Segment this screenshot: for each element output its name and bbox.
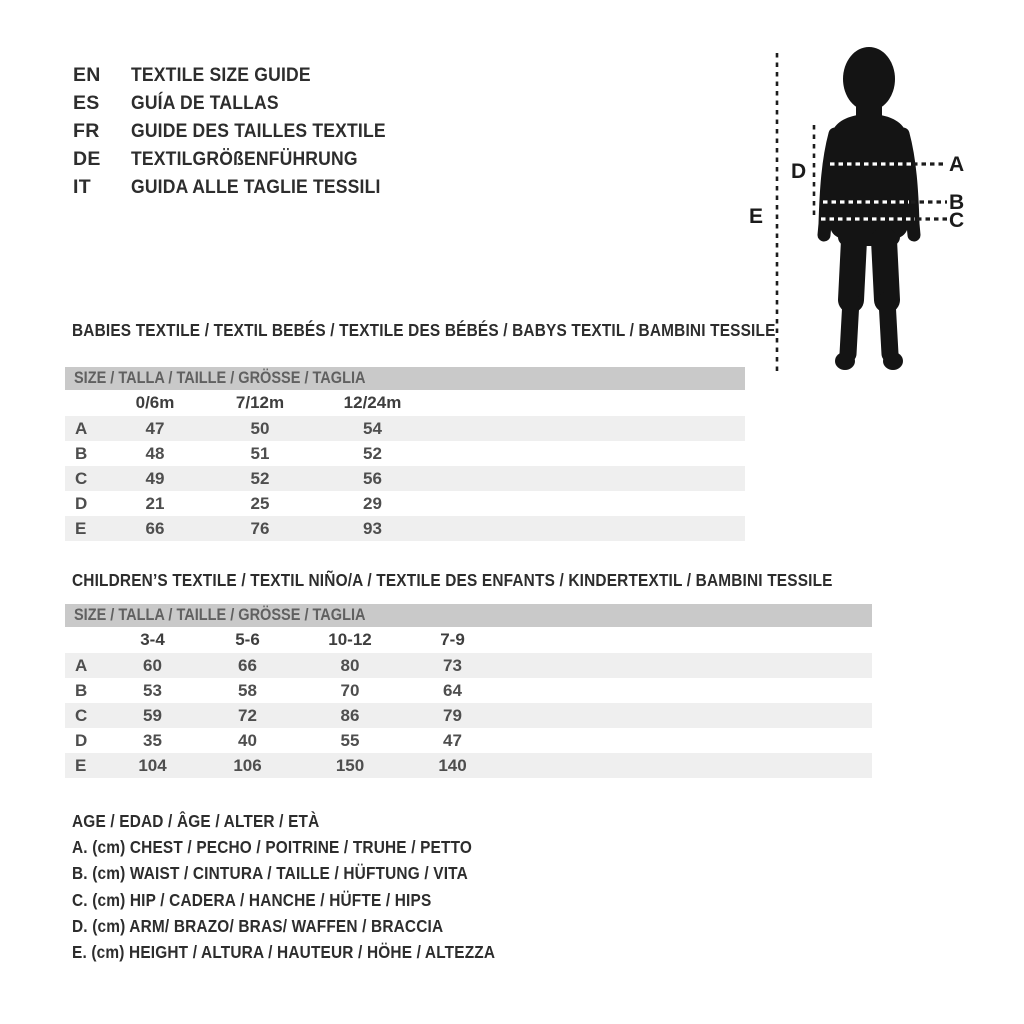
table-row [65, 491, 745, 516]
cell: 76 [250, 519, 270, 538]
cell: 35 [143, 731, 162, 750]
language-row-fr [73, 117, 414, 145]
row-label: A [75, 419, 88, 438]
cell: 47 [443, 731, 462, 750]
cell: 80 [340, 656, 360, 675]
age-column: 7/12m [235, 393, 285, 412]
cell: 48 [145, 444, 165, 463]
age-column: 12/24m [343, 393, 402, 412]
language-label: TEXTILGRÖßENFÜHRUNG [131, 148, 358, 170]
language-label: GUIDA ALLE TAGLIE TESSILI [131, 176, 381, 198]
row-label: D [75, 494, 88, 513]
language-row-en [73, 61, 414, 89]
language-code: FR [73, 120, 100, 142]
cell: 66 [145, 519, 165, 538]
language-label: TEXTILE SIZE GUIDE [131, 64, 311, 86]
row-label: E [75, 756, 87, 775]
age-column: 5-6 [235, 630, 260, 649]
marker-label-height: E [749, 205, 764, 228]
age-column: 0/6m [135, 393, 175, 412]
table-row [65, 653, 872, 678]
language-row-de [73, 145, 414, 173]
marker-label-arm: D [791, 160, 807, 183]
children-size-header-bar [65, 604, 872, 627]
table-row [65, 441, 745, 466]
child-silhouette-diagram [735, 38, 1024, 383]
legend-line-chest: A. (cm) CHEST / PECHO / POITRINE / TRUHE / PETTO [72, 837, 473, 858]
legend-line-height: E. (cm) HEIGHT / ALTURA / HAUTEUR / HÖHE / ALTEZZA [72, 941, 496, 962]
cell: 150 [335, 756, 365, 775]
cell: 59 [143, 706, 162, 725]
language-code: EN [73, 64, 101, 86]
cell: 52 [250, 469, 270, 488]
cell: 106 [233, 756, 262, 775]
language-label: GUIDE DES TAILLES TEXTILE [131, 120, 386, 142]
cell: 21 [145, 494, 165, 513]
size-header-text: SIZE / TALLA / TAILLE / GRÖSSE / TAGLIA [74, 606, 366, 624]
legend-line-waist: B. (cm) WAIST / CINTURA / TAILLE / HÜFTUNG / VITA [72, 863, 468, 884]
row-label: D [75, 731, 88, 750]
table-row [65, 678, 872, 703]
babies-table-title: BABIES TEXTILE / TEXTIL BEBÉS / TEXTILE DES BÉBÉS / BABYS TEXTIL / BAMBINI TESSILE [72, 320, 776, 340]
cell: 56 [363, 469, 382, 488]
language-code: DE [73, 148, 101, 170]
children-size-table [65, 604, 872, 778]
table-row [65, 416, 745, 441]
row-label: C [75, 706, 88, 725]
cell: 64 [443, 681, 462, 700]
marker-label-hip: C [949, 209, 965, 232]
row-label: A [75, 656, 88, 675]
table-row [65, 703, 872, 728]
children-table-title: CHILDREN’S TEXTILE / TEXTIL NIÑO/A / TEXTILE DES ENFANTS / KINDERTEXTIL / BAMBINI TESSILE [72, 570, 833, 590]
language-title-list [73, 61, 414, 201]
language-row-it [73, 173, 414, 201]
cell: 86 [340, 706, 360, 725]
child-silhouette-icon [824, 47, 914, 370]
measurement-legend [72, 808, 553, 965]
language-row-es [73, 89, 414, 117]
age-column: 10-12 [328, 630, 372, 649]
cell: 66 [238, 656, 257, 675]
cell: 53 [143, 681, 162, 700]
babies-size-table [65, 367, 745, 541]
table-row [65, 753, 872, 778]
cell: 47 [145, 419, 165, 438]
language-code: IT [73, 176, 91, 198]
marker-label-waist: B [949, 191, 965, 214]
age-column: 7-9 [440, 630, 465, 649]
cell: 104 [138, 756, 167, 775]
babies-size-header-bar [65, 367, 745, 390]
cell: 58 [238, 681, 257, 700]
row-label: C [75, 469, 88, 488]
cell: 72 [238, 706, 257, 725]
table-row [65, 466, 745, 491]
cell: 52 [363, 444, 382, 463]
marker-label-chest: A [949, 153, 965, 176]
cell: 60 [143, 656, 162, 675]
legend-line-hip: C. (cm) HIP / CADERA / HANCHE / HÜFTE / HIPS [72, 889, 432, 910]
row-label: B [75, 681, 88, 700]
cell: 51 [250, 444, 270, 463]
cell: 140 [438, 756, 467, 775]
legend-line-age: AGE / EDAD / ÂGE / ALTER / ETÀ [72, 811, 320, 831]
cell: 50 [250, 419, 270, 438]
table-row [65, 516, 745, 541]
cell: 49 [145, 469, 165, 488]
cell: 40 [238, 731, 257, 750]
cell: 70 [340, 681, 360, 700]
age-column: 3-4 [140, 630, 165, 649]
cell: 55 [340, 731, 360, 750]
cell: 93 [363, 519, 382, 538]
cell: 29 [363, 494, 382, 513]
language-code: ES [73, 92, 100, 114]
size-header-text: SIZE / TALLA / TAILLE / GRÖSSE / TAGLIA [74, 369, 366, 387]
language-label: GUÍA DE TALLAS [131, 92, 279, 114]
cell: 79 [443, 706, 462, 725]
cell: 73 [443, 656, 462, 675]
row-label: B [75, 444, 88, 463]
children-age-columns-row [65, 627, 872, 653]
cell: 54 [363, 419, 382, 438]
babies-age-columns-row [65, 390, 745, 416]
legend-line-arm: D. (cm) ARM/ BRAZO/ BRAS/ WAFFEN / BRACCIA [72, 915, 444, 936]
table-row [65, 728, 872, 753]
row-label: E [75, 519, 87, 538]
cell: 25 [250, 494, 270, 513]
